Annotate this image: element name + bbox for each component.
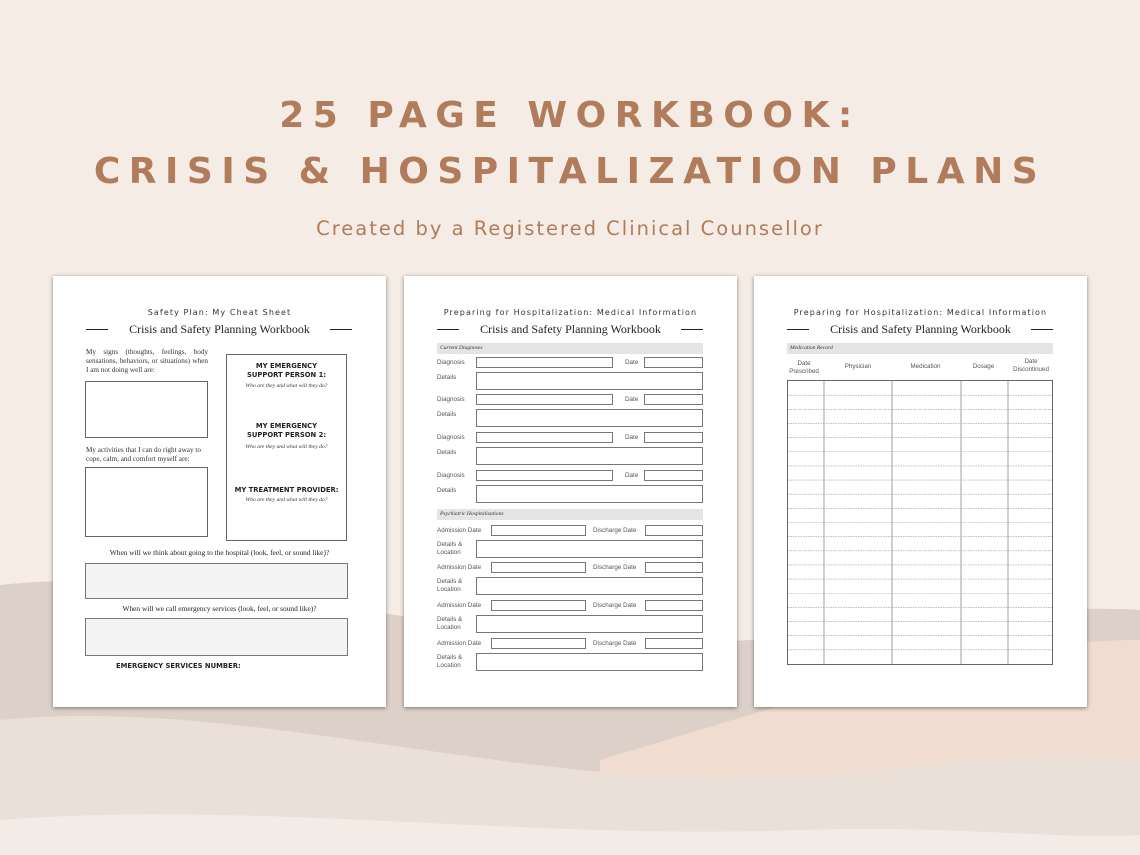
date-label: Date [625,396,639,403]
section-psychiatric-hospitalizations: Psychiatric Hospitalizations [437,509,703,520]
admission-date-label: Admission Date [437,640,482,647]
title-rule-right [681,329,703,330]
diagnosis-field[interactable] [476,394,613,405]
details-location-label: Details & Location [437,616,463,631]
grid-lines [788,381,1052,664]
column-date-prescribed: Date Prescribed [789,360,819,375]
discharge-date-field[interactable] [645,562,703,573]
header [0,88,1140,240]
diagnosis-label: Diagnosis [437,472,465,479]
details-location-label: Details & Location [437,578,463,593]
details-location-label: Details & Location [437,654,463,669]
details-label: Details [437,374,457,381]
date-field[interactable] [644,470,703,481]
signs-prompt: My signs (thoughts, feelings, body sensations, behaviors, or situations) when I am not doing well are: [86,348,208,375]
date-field[interactable] [644,357,703,368]
discharge-date-field[interactable] [645,525,703,536]
diagnosis-label: Diagnosis [437,396,465,403]
column-dosage: Dosage [972,363,995,370]
diagnosis-label: Diagnosis [437,434,465,441]
discharge-date-label: Discharge Date [593,602,637,609]
support-person-1-title: MY EMERGENCY SUPPORT PERSON 1: [246,362,327,379]
column-date-discontinued: Date Discontinued [1013,358,1049,373]
diagnosis-field[interactable] [476,432,613,443]
emergency-number-label: EMERGENCY SERVICES NUMBER: [116,662,241,670]
title-line-2: CRISIS & HOSPITALIZATION PLANS [93,151,1047,192]
date-label: Date [625,472,639,479]
discharge-date-field[interactable] [645,638,703,649]
page-top-label: Safety Plan: My Cheat Sheet [147,308,292,317]
column-physician: Physician [844,363,872,370]
details-field[interactable] [476,447,703,465]
admission-date-field[interactable] [491,638,586,649]
admission-date-label: Admission Date [437,602,482,609]
page-medication-record [754,276,1087,707]
diagnosis-field[interactable] [476,470,613,481]
medication-table[interactable] [787,380,1053,665]
diagnosis-label: Diagnosis [437,359,465,366]
admission-date-field[interactable] [491,525,586,536]
subtitle: Created by a Registered Clinical Counsellor [316,217,824,240]
details-label: Details [437,411,457,418]
discharge-date-label: Discharge Date [593,640,637,647]
diagnosis-field[interactable] [476,357,613,368]
hospital-answer-box[interactable] [85,563,348,599]
details-location-field[interactable] [476,540,703,558]
details-location-field[interactable] [476,653,703,671]
admission-date-label: Admission Date [437,527,482,534]
section-current-diagnoses: Current Diagnoses [437,343,703,354]
section-medication-record: Medication Record [787,343,1053,354]
admission-date-label: Admission Date [437,564,482,571]
discharge-date-field[interactable] [645,600,703,611]
date-label: Date [625,359,639,366]
page-title: Crisis and Safety Planning Workbook [830,322,1011,336]
hospital-question: When will we think about going to the hospital (look, feel, or sound like)? [109,548,330,557]
support-person-1-hint: Who are they and what will they do? [245,383,328,389]
title-rule-right [330,329,352,330]
date-field[interactable] [644,432,703,443]
title-rule-right [1031,329,1053,330]
medication-table-grid [788,381,1052,664]
support-person-2-hint: Who are they and what will they do? [245,444,328,450]
page-title: Crisis and Safety Planning Workbook [480,322,661,336]
details-location-field[interactable] [476,615,703,633]
details-field[interactable] [476,372,703,390]
admission-date-field[interactable] [491,562,586,573]
signs-box[interactable] [85,381,208,438]
emergency-question: When will we call emergency services (look, feel, or sound like)? [122,604,317,613]
column-medication: Medication [910,363,941,370]
details-location-label: Details & Location [437,541,463,556]
details-field[interactable] [476,409,703,427]
details-field[interactable] [476,485,703,503]
support-person-2-title: MY EMERGENCY SUPPORT PERSON 2: [246,422,327,439]
page-medical-info [404,276,737,707]
title-line-1: 25 PAGE WORKBOOK: [279,95,861,136]
treatment-provider-title: MY TREATMENT PROVIDER: [234,486,339,494]
page-title: Crisis and Safety Planning Workbook [129,322,310,336]
date-field[interactable] [644,394,703,405]
page-top-label: Preparing for Hospitalization: Medical Information [793,308,1048,317]
activities-prompt: My activities that I can do right away to cope, calm, and comfort myself are: [86,446,201,464]
activities-box[interactable] [85,467,208,537]
page-top-label: Preparing for Hospitalization: Medical Information [443,308,698,317]
discharge-date-label: Discharge Date [593,527,637,534]
details-location-field[interactable] [476,577,703,595]
treatment-provider-hint: Who are they and what will they do? [245,497,328,503]
details-label: Details [437,449,457,456]
admission-date-field[interactable] [491,600,586,611]
page-safety-plan [53,276,386,707]
date-label: Date [625,434,639,441]
discharge-date-label: Discharge Date [593,564,637,571]
emergency-answer-box[interactable] [85,618,348,656]
details-label: Details [437,487,457,494]
